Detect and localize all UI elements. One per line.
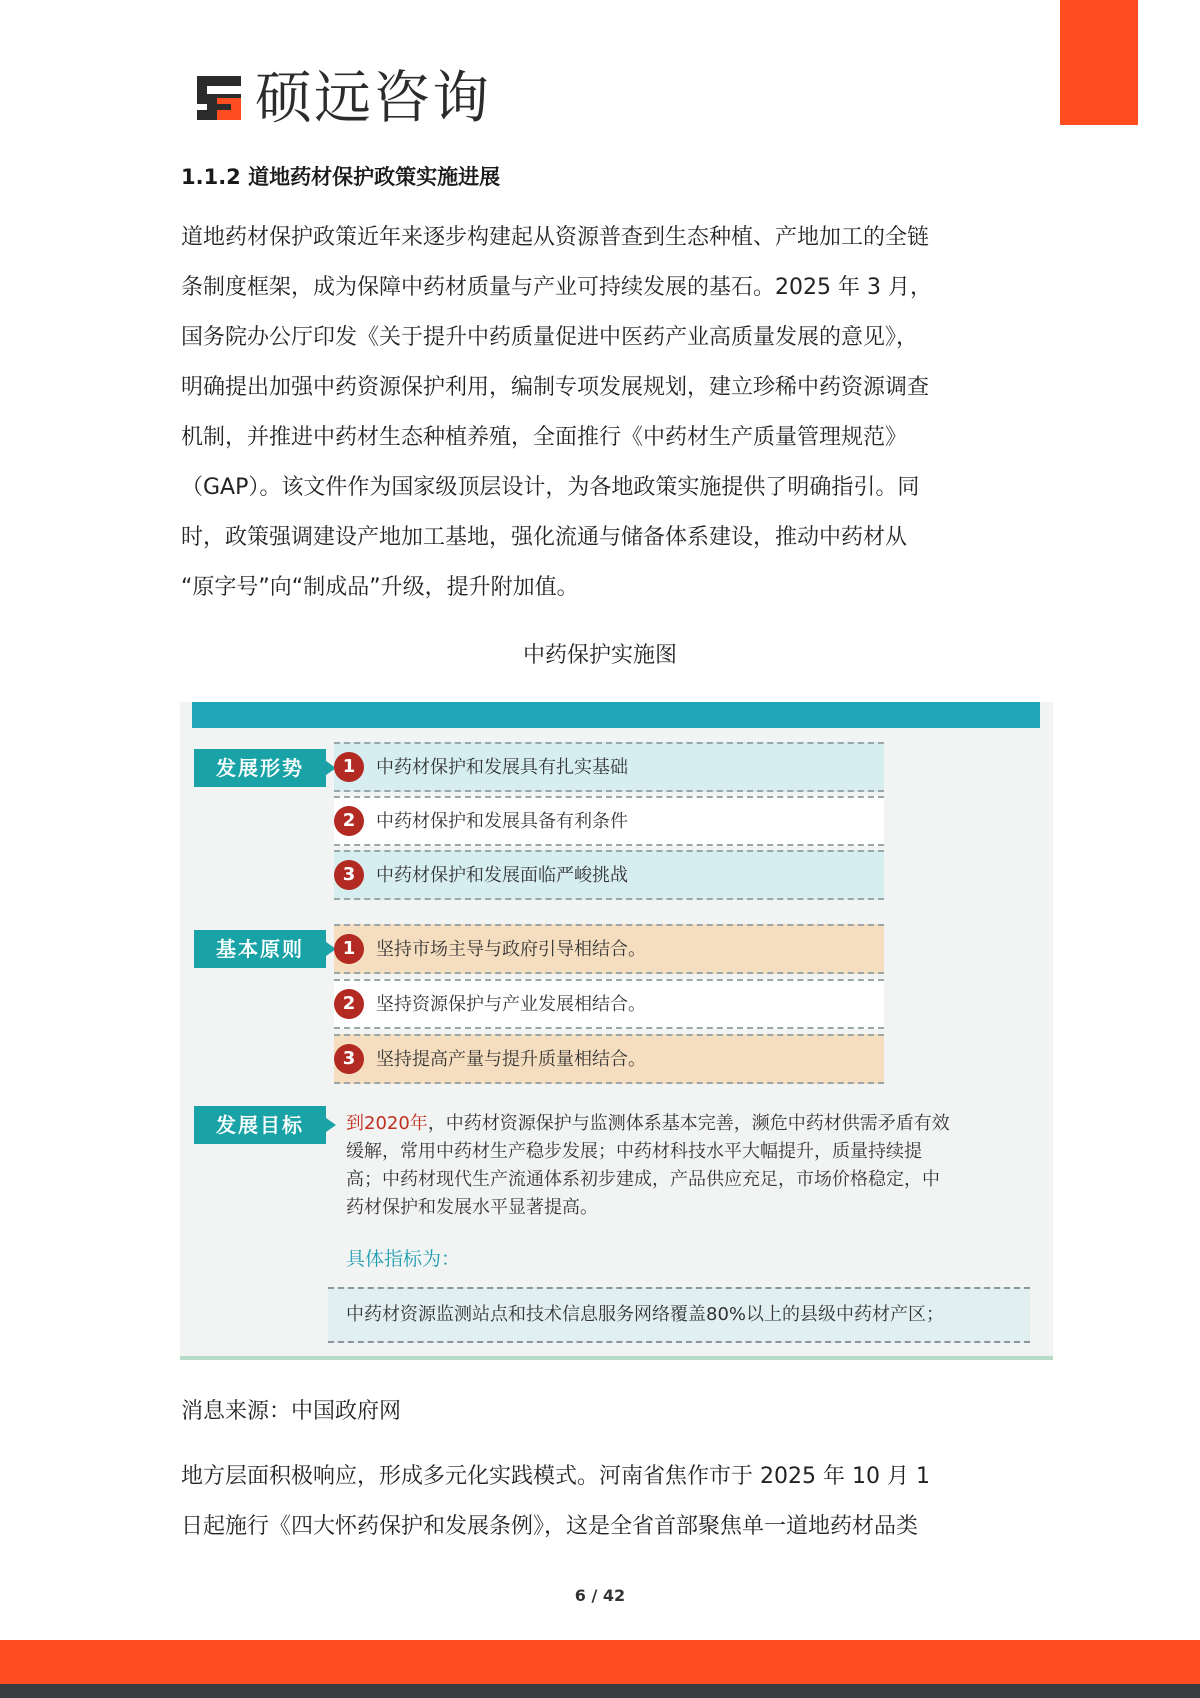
policy-figure (180, 702, 1053, 1360)
list-item-text: 中药材保护和发展面临严峻挑战 (376, 865, 628, 886)
paragraph-line: 明确提出加强中药资源保护利用，编制专项发展规划，建立珍稀中药资源调查 (181, 375, 930, 400)
list-item (334, 924, 884, 974)
goals-highlight: 到2020年 (346, 1113, 428, 1134)
section-label-goals: 发展目标 (194, 1106, 326, 1144)
body-paragraph-2 (181, 1452, 1001, 1552)
list-item (334, 1034, 884, 1084)
goals-text (346, 1110, 1036, 1222)
number-badge: 3 (334, 860, 364, 890)
paragraph-line: 时，政策强调建设产地加工基地，强化流通与储备体系建设，推动中药材从 (181, 525, 908, 550)
number-badge: 2 (334, 806, 364, 836)
spec-label: 具体指标为： (346, 1248, 461, 1270)
list-item (334, 796, 884, 846)
number-badge: 1 (334, 934, 364, 964)
corner-accent-tab (1060, 0, 1138, 125)
number-badge: 2 (334, 989, 364, 1019)
footer-dark-strip (0, 1684, 1200, 1698)
page-number: 6 / 42 (574, 1586, 626, 1605)
paragraph-line: 条制度框架，成为保障中药材质量与产业可持续发展的基石。2025 年 3 月， (181, 275, 932, 300)
goals-line: 高；中药材现代生产流通体系初步建成，产品供应充足，市场价格稳定，中 (346, 1169, 940, 1190)
figure-top-band (192, 702, 1040, 728)
paragraph-line: 日起施行《四大怀药保护和发展条例》，这是全省首部聚焦单一道地药材品类 (181, 1514, 919, 1539)
paragraph-line: 机制，并推进中药材生态种植养殖，全面推行《中药材生产质量管理规范》 (181, 425, 908, 450)
paragraph-line: 地方层面积极响应，形成多元化实践模式。河南省焦作市于 2025 年 10 月 1 (181, 1464, 930, 1489)
section-heading: 1.1.2 道地药材保护政策实施进展 (181, 165, 501, 189)
list-item (334, 850, 884, 900)
goals-line (346, 1110, 1036, 1138)
list-item-text: 坚持资源保护与产业发展相结合。 (376, 994, 646, 1015)
source-note: 消息来源：中国政府网 (181, 1399, 402, 1424)
spec-item-row (328, 1287, 1030, 1343)
list-item-text: 中药材保护和发展具有扎实基础 (376, 757, 628, 778)
section-label-situation: 发展形势 (194, 749, 326, 787)
list-item (334, 979, 884, 1029)
paragraph-line: 道地药材保护政策近年来逐步构建起从资源普查到生态种植、产地加工的全链 (181, 225, 930, 250)
goals-line-text: ，中药材资源保护与监测体系基本完善，濒危中药材供需矛盾有效 (427, 1113, 950, 1134)
paragraph-line: 国务院办公厅印发《关于提升中药质量促进中医药产业高质量发展的意见》， (181, 325, 919, 350)
list-item (334, 742, 884, 792)
company-logo (193, 65, 491, 131)
logo-text: 硕远咨询 (255, 65, 491, 131)
spec-item-text: 中药材资源监测站点和技术信息服务网络覆盖80%以上的县级中药材产区； (346, 1304, 945, 1325)
list-item-text: 中药材保护和发展具备有利条件 (376, 811, 628, 832)
figure-caption: 中药保护实施图 (522, 643, 677, 668)
number-badge: 1 (334, 752, 364, 782)
paragraph-line: “原字号”向“制成品”升级，提升附加值。 (181, 575, 579, 600)
paragraph-line: （GAP）。该文件作为国家级顶层设计，为各地政策实施提供了明确指引。同 (181, 475, 920, 500)
section-label-principles: 基本原则 (194, 930, 326, 968)
goals-line: 缓解，常用中药材生产稳步发展；中药材科技水平大幅提升，质量持续提 (346, 1141, 922, 1162)
list-item-text: 坚持市场主导与政府引导相结合。 (376, 939, 646, 960)
figure-bottom-line (180, 1356, 1053, 1360)
footer-accent-bar (0, 1640, 1200, 1684)
list-item-text: 坚持提高产量与提升质量相结合。 (376, 1049, 646, 1070)
number-badge: 3 (334, 1044, 364, 1074)
body-paragraph-1 (181, 213, 1001, 613)
logo-mark-icon (193, 72, 245, 124)
goals-line: 药材保护和发展水平显著提高。 (346, 1197, 598, 1218)
